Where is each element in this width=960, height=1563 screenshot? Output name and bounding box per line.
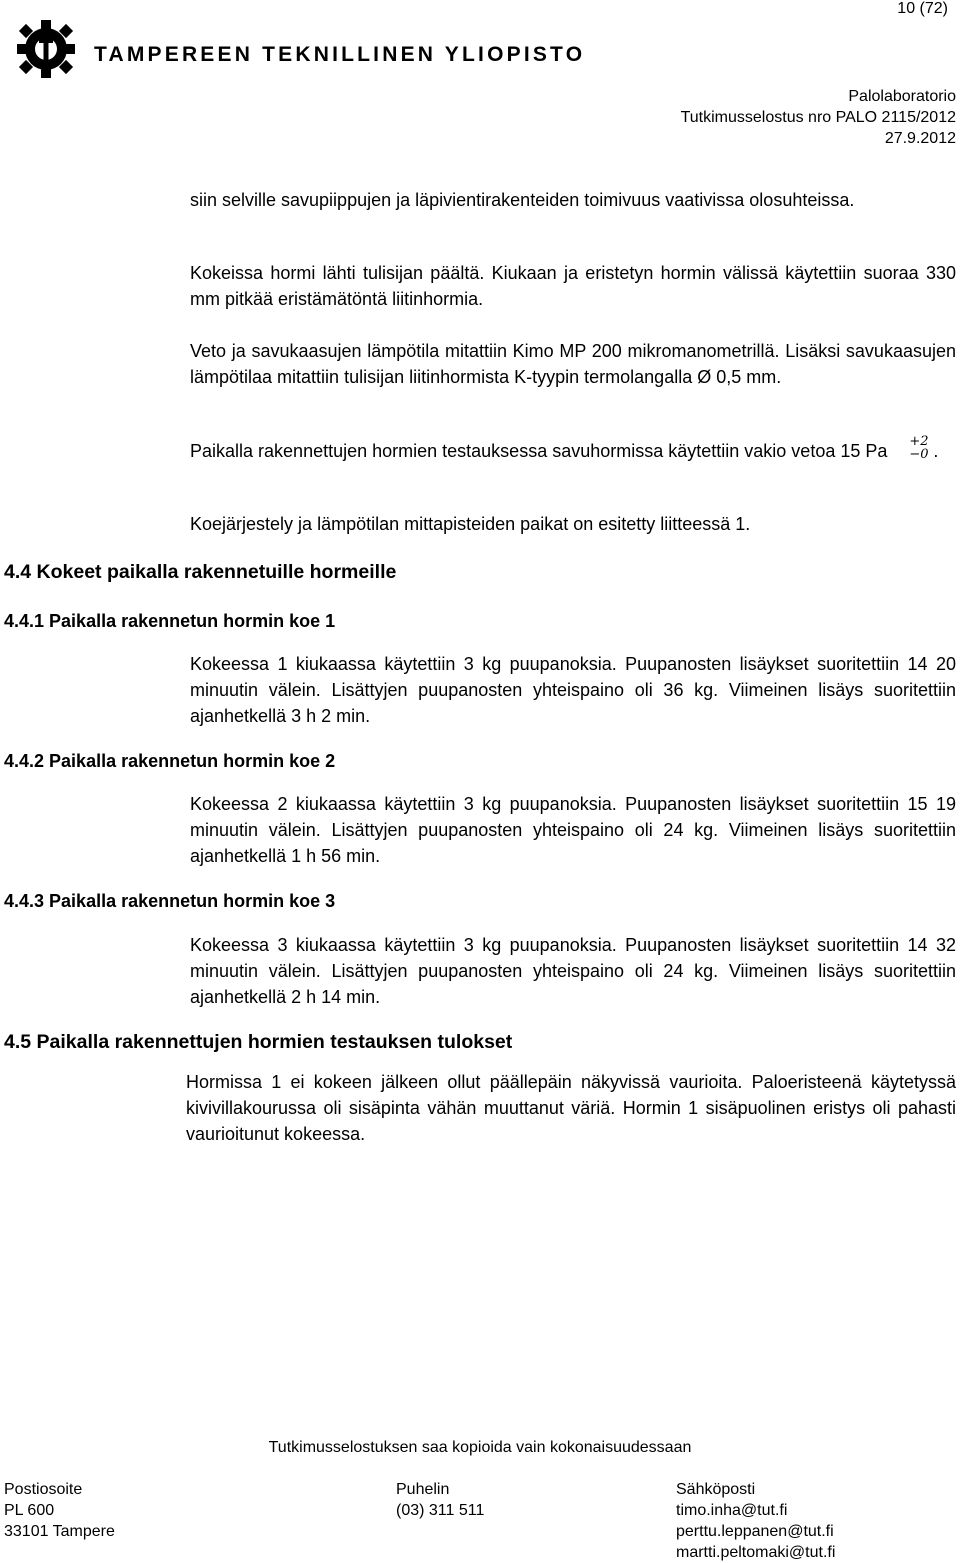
section-heading-4-5: 4.5 Paikalla rakennettujen hormien testauksen tulokset — [4, 1031, 513, 1053]
tolerance — [887, 434, 933, 464]
lab-name: Palolaboratorio — [848, 88, 956, 105]
email-label: Sähköposti — [676, 1481, 756, 1498]
footer-postal — [4, 1479, 115, 1542]
postal-label: Postiosoite — [4, 1481, 83, 1498]
report-number: Tutkimusselostus nro PALO 2115/2012 — [680, 109, 956, 126]
phone-number: (03) 311 511 — [396, 1502, 485, 1519]
paragraph-draft — [190, 434, 956, 464]
phone-label: Puhelin — [396, 1481, 450, 1498]
draft-text: Paikalla rakennettujen hormien testauksessa savuhormissa käytettiin vakio vetoa 15 Pa — [190, 441, 888, 461]
university-logo — [8, 18, 586, 78]
paragraph-intro: siin selville savupiippujen ja läpivientirakenteiden toimivuus vaativissa olosuhteissa. — [190, 190, 855, 210]
section-heading-4-4: 4.4 Kokeet paikalla rakennetuille hormeille — [4, 561, 397, 583]
paragraph-measurement: Veto ja savukaasujen lämpötila mitattiin Kimo MP 200 mikromanometrillä. Lisäksi savukaasujen lämpötilaa mitattiin tulisijan liitinhormista K-tyypin termolangalla Ø 0,5 mm. — [190, 341, 956, 387]
paragraph-test-1: Kokeessa 1 kiukaassa käytettiin 3 kg puupanoksia. Puupanosten lisäykset suoritettiin 14 20 minuutin välein. Lisättyjen puupanosten yhteispaino oli 36 kg. Viimeinen lisäys suoritettiin ajanhetkellä 3 h 2 min. — [190, 654, 956, 726]
email-link-1[interactable]: timo.inha@tut.fi — [676, 1502, 788, 1519]
email-link-2[interactable]: perttu.leppanen@tut.fi — [676, 1523, 834, 1540]
report-date: 27.9.2012 — [884, 130, 956, 147]
report-header — [681, 86, 956, 149]
postal-city: 33101 Tampere — [4, 1523, 115, 1540]
email-link-3[interactable]: martti.peltomaki@tut.fi — [676, 1544, 836, 1561]
paragraph-test-2: Kokeessa 2 kiukaassa käytettiin 3 kg puupanoksia. Puupanosten lisäykset suoritettiin 15 19 minuutin välein. Lisättyjen puupanosten yhteispaino oli 24 kg. Viimeinen lisäys suoritettiin ajanhetkellä 1 h 56 min. — [190, 794, 956, 866]
draft-end: . — [933, 441, 939, 461]
copy-notice: Tutkimusselostuksen saa kopioida vain kokonaisuudessaan — [268, 1439, 692, 1456]
section-heading-4-4-3: 4.4.3 Paikalla rakennetun hormin koe 3 — [4, 891, 336, 911]
section-heading-4-4-2: 4.4.2 Paikalla rakennetun hormin koe 2 — [4, 751, 336, 771]
tolerance-upper: +2 — [909, 434, 929, 449]
paragraph-results: Hormissa 1 ei kokeen jälkeen ollut päällepäin näkyvissä vaurioita. Paloeristeenä käytetyssä kivivillakourussa oli sisäpinta vähän muuttanut väriä. Hormin 1 sisäpuolinen eristys oli pahasti vaurioitunut kokeessa. — [186, 1072, 956, 1144]
page-number: 10 (72) — [897, 0, 948, 17]
section-heading-4-4-1: 4.4.1 Paikalla rakennetun hormin koe 1 — [4, 611, 336, 631]
paragraph-setup: Kokeissa hormi lähti tulisijan päältä. Kiukaan ja eristetyn hormin välissä käytettiin suoraa 330 mm pitkää eristämätöntä liitinhormia. — [190, 263, 956, 309]
university-name: TAMPEREEN TEKNILLINEN YLIOPISTO — [94, 43, 586, 66]
postal-box: PL 600 — [4, 1502, 55, 1519]
paragraph-test-3: Kokeessa 3 kiukaassa käytettiin 3 kg puupanoksia. Puupanosten lisäykset suoritettiin 14 32 minuutin välein. Lisättyjen puupanosten yhteispaino oli 24 kg. Viimeinen lisäys suoritettiin ajanhetkellä 2 h 14 min. — [190, 935, 956, 1007]
footer-email — [676, 1479, 835, 1563]
tolerance-lower: −0 — [909, 447, 929, 462]
footer-phone — [396, 1479, 484, 1521]
paragraph-arrangement: Koejärjestely ja lämpötilan mittapisteiden paikat on esitetty liitteessä 1. — [190, 514, 751, 534]
gear-logo-icon — [8, 18, 84, 80]
